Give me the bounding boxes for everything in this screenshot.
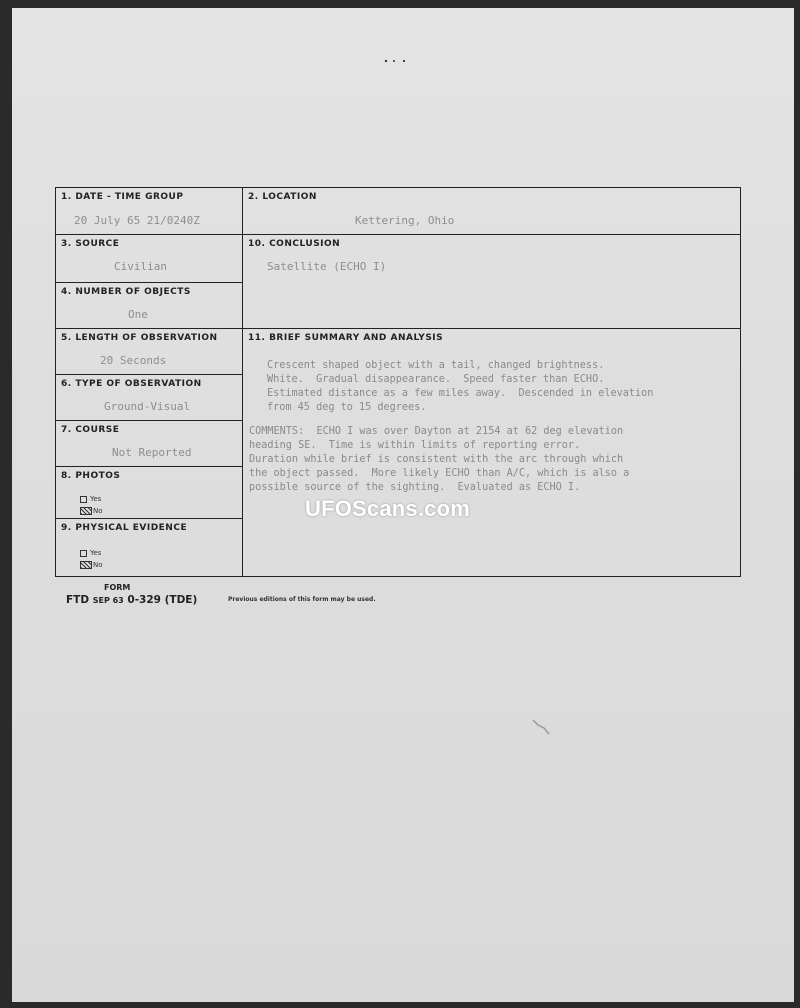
form-number: 0-329 (TDE) (127, 594, 198, 606)
photos-no-option (80, 507, 103, 515)
physical-evidence-yes-option (80, 549, 101, 557)
source-cell (56, 235, 243, 283)
course-cell (56, 421, 243, 467)
location-value: Kettering, Ohio (355, 214, 455, 227)
length-label: 5. LENGTH OF OBSERVATION (61, 333, 218, 343)
form-date: SEP 63 (92, 596, 124, 605)
source-label: 3. SOURCE (61, 239, 120, 249)
comments-line: heading SE. Time is within limits of reporting error. (249, 440, 581, 451)
photos-no-label: No (93, 507, 103, 515)
comments-line: Duration while brief is consistent with the arc through which (249, 454, 624, 465)
physical-evidence-yes-label: Yes (90, 549, 102, 557)
type-label: 6. TYPE OF OBSERVATION (61, 379, 202, 389)
conclusion-value: Satellite (ECHO I) (267, 260, 387, 273)
date-time-value: 20 July 65 21/0240Z (74, 214, 200, 227)
length-cell (56, 329, 243, 375)
location-label: 2. LOCATION (248, 192, 317, 202)
physical-evidence-label: 9. PHYSICAL EVIDENCE (61, 523, 188, 533)
comments-line: the object passed. More likely ECHO than A/C, which is also a (249, 468, 630, 479)
conclusion-label: 10. CONCLUSION (248, 239, 341, 249)
ink-smudge (382, 58, 412, 64)
summary-line: White. Gradual disappearance. Speed faster than ECHO. (267, 374, 605, 385)
length-value: 20 Seconds (100, 354, 167, 367)
source-value: Civilian (114, 260, 167, 273)
checkbox-icon (80, 550, 87, 557)
comments-line: possible source of the sighting. Evaluated as ECHO I. (249, 482, 581, 493)
summary-line: Estimated distance as a few miles away. Descended in elevation (267, 388, 654, 399)
checked-box-icon (80, 561, 92, 569)
watermark: UFOScans.com (305, 496, 471, 521)
number-of-objects-cell (56, 283, 243, 329)
summary-cell (243, 329, 740, 576)
photos-label: 8. PHOTOS (61, 471, 121, 481)
number-of-objects-label: 4. NUMBER OF OBJECTS (61, 287, 191, 297)
photos-cell (56, 467, 243, 519)
type-cell (56, 375, 243, 421)
course-label: 7. COURSE (61, 425, 120, 435)
comments-line: COMMENTS: ECHO I was over Dayton at 2154 at 62 deg elevation (249, 426, 624, 437)
summary-line: from 45 deg to 15 degrees. (267, 402, 427, 413)
conclusion-cell (243, 235, 740, 329)
course-value: Not Reported (112, 446, 192, 459)
photos-yes-option (80, 495, 101, 503)
summary-label: 11. BRIEF SUMMARY AND ANALYSIS (248, 333, 444, 343)
physical-evidence-cell (56, 519, 243, 576)
summary-line: Crescent shaped object with a tail, changed brightness. (267, 360, 605, 371)
location-cell (243, 188, 740, 235)
type-value: Ground-Visual (104, 400, 191, 413)
physical-evidence-no-option (80, 561, 103, 569)
photos-yes-label: Yes (90, 495, 102, 503)
number-of-objects-value: One (128, 308, 148, 321)
checked-box-icon (80, 507, 92, 515)
checkbox-icon (80, 496, 87, 503)
paper-speck (530, 716, 552, 738)
previous-editions-note: Previous editions of this form may be used. (228, 596, 376, 603)
form-code-prefix: FTD (66, 594, 90, 606)
physical-evidence-no-label: No (93, 561, 103, 569)
date-time-cell (56, 188, 243, 235)
form-code (66, 594, 197, 606)
form-word: FORM (104, 583, 131, 592)
date-time-label: 1. DATE - TIME GROUP (61, 192, 184, 202)
